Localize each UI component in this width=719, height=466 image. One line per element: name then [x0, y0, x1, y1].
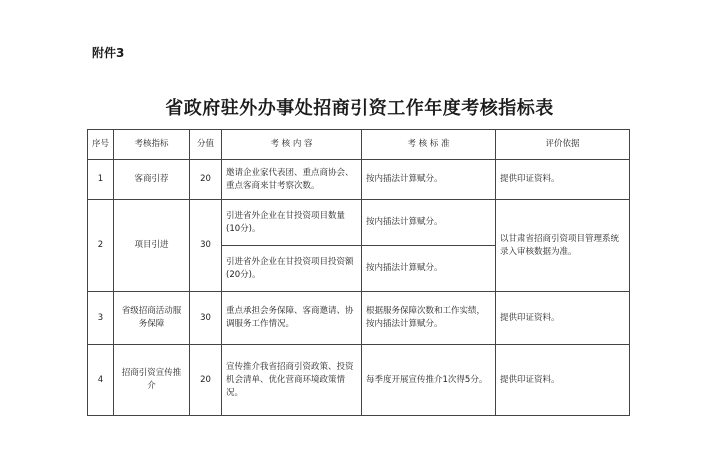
row-standard: 按内插法计算赋分。 [362, 200, 496, 246]
row-indicator: 招商引资宣传推介 [114, 345, 190, 416]
row-basis: 提供印证资料。 [496, 160, 630, 200]
row-no: 1 [88, 160, 114, 200]
header-basis: 评价依据 [496, 130, 630, 160]
row-standard: 根据服务保障次数和工作实绩，按内插法计算赋分。 [362, 292, 496, 345]
table-row [88, 345, 630, 416]
header-content: 考 核 内 容 [222, 130, 362, 160]
table-row [88, 160, 630, 200]
header-score: 分值 [190, 130, 222, 160]
assessment-table [87, 129, 630, 416]
row-score: 20 [190, 160, 222, 200]
table-row [88, 200, 630, 246]
attachment-label: 附件3 [92, 46, 125, 60]
row-indicator: 项目引进 [114, 200, 190, 292]
row-standard: 每季度开展宣传推介1次得5分。 [362, 345, 496, 416]
row-indicator: 客商引荐 [114, 160, 190, 200]
table-row [88, 292, 630, 345]
row-score: 30 [190, 292, 222, 345]
row-content: 引进省外企业在甘投资项目投资额(20分)。 [222, 246, 362, 292]
row-standard: 按内插法计算赋分。 [362, 246, 496, 292]
header-standard: 考 核 标 准 [362, 130, 496, 160]
row-content: 重点承担会务保障、客商邀请、协调服务工作情况。 [222, 292, 362, 345]
row-no: 2 [88, 200, 114, 292]
row-indicator: 省级招商活动服务保障 [114, 292, 190, 345]
row-content: 宣传推介我省招商引资政策、投资机会清单、优化营商环境政策情况。 [222, 345, 362, 416]
row-content: 引进省外企业在甘投资项目数量(10分)。 [222, 200, 362, 246]
row-standard: 按内插法计算赋分。 [362, 160, 496, 200]
header-no: 序号 [88, 130, 114, 160]
row-score: 20 [190, 345, 222, 416]
row-content: 邀请企业家代表团、重点商协会、重点客商来甘考察次数。 [222, 160, 362, 200]
row-score: 30 [190, 200, 222, 292]
row-no: 3 [88, 292, 114, 345]
row-basis: 提供印证资料。 [496, 345, 630, 416]
row-no: 4 [88, 345, 114, 416]
table-header-row [88, 130, 630, 160]
row-basis: 提供印证资料。 [496, 292, 630, 345]
document-title: 省政府驻外办事处招商引资工作年度考核指标表 [165, 98, 554, 119]
header-indicator: 考核指标 [114, 130, 190, 160]
row-basis: 以甘肃省招商引资项目管理系统录入审核数据为准。 [496, 200, 630, 292]
